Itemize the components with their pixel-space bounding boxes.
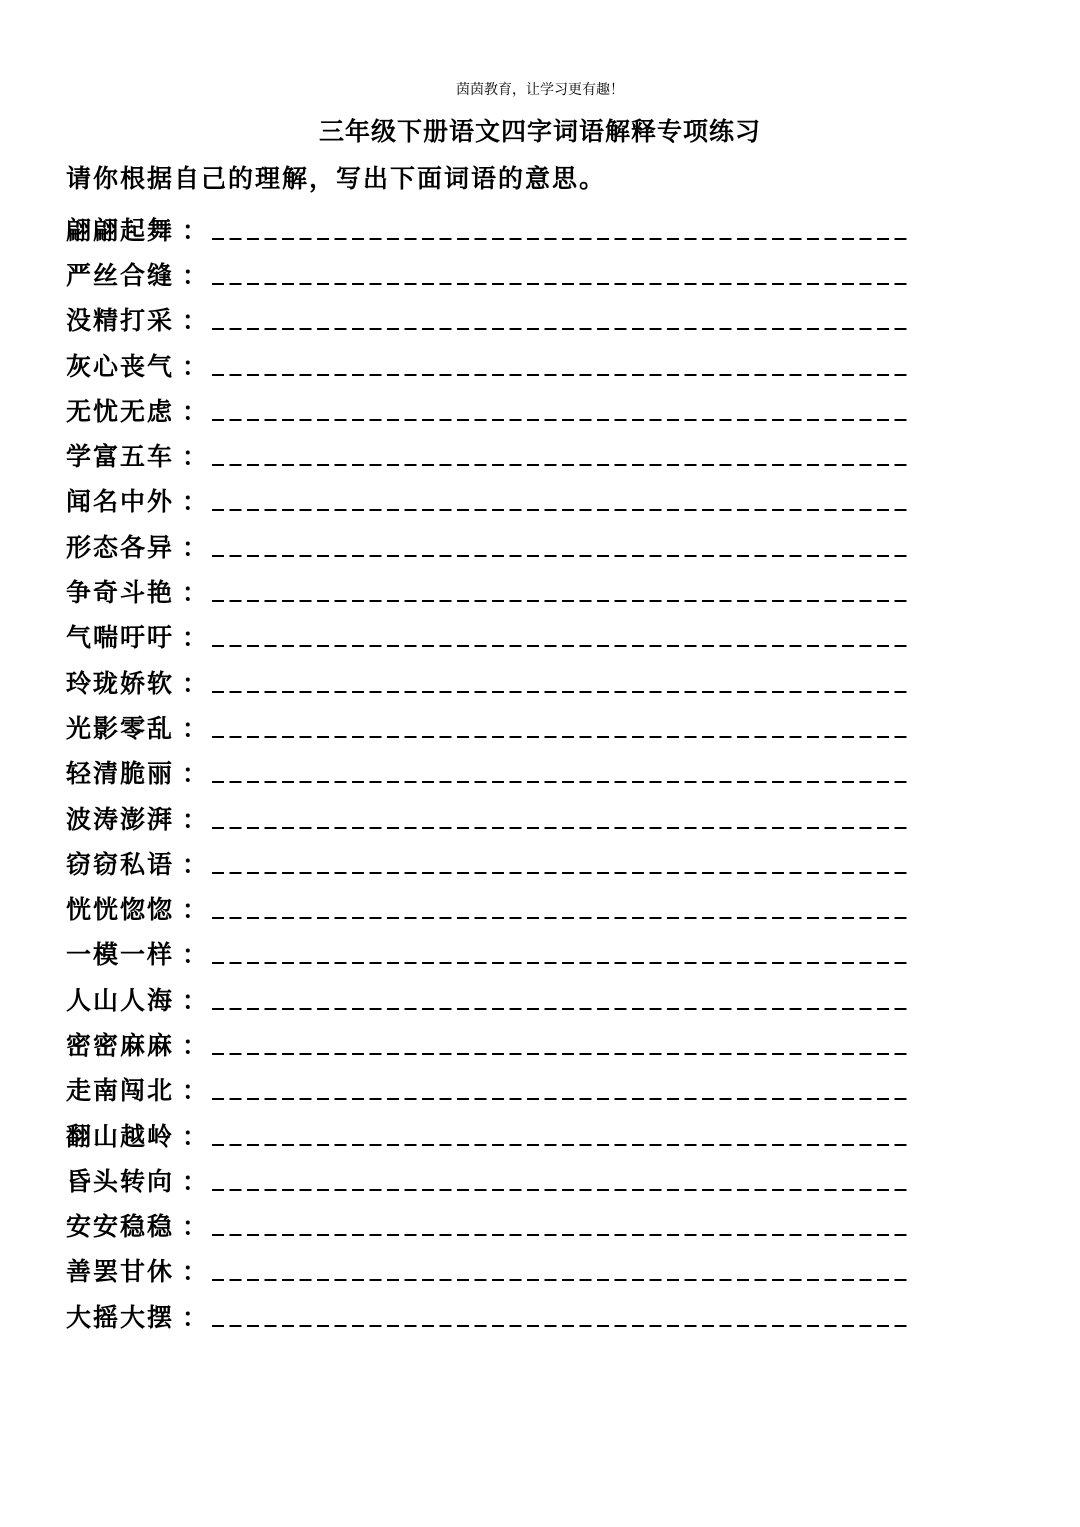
answer-blank[interactable] — [212, 667, 912, 697]
term-label: 光影零乱 — [66, 713, 175, 743]
list-item — [66, 976, 926, 1021]
list-item — [66, 342, 926, 387]
term-colon: ： — [182, 668, 208, 698]
term-label: 翩翩起舞 — [66, 215, 175, 245]
list-item — [66, 1021, 926, 1066]
term-label: 没精打采 — [66, 306, 175, 336]
term-colon: ： — [182, 1302, 208, 1332]
answer-blank[interactable] — [212, 485, 912, 515]
term-colon: ： — [182, 985, 208, 1015]
list-item — [66, 1067, 926, 1112]
list-item — [66, 523, 926, 568]
answer-blank[interactable] — [212, 621, 912, 651]
term-colon: ： — [182, 940, 208, 970]
list-item — [66, 478, 926, 523]
answer-blank[interactable] — [212, 938, 912, 968]
term-label: 气喘吁吁 — [66, 623, 175, 653]
answer-blank[interactable] — [212, 848, 912, 878]
term-label: 一模一样 — [66, 940, 175, 970]
term-colon: ： — [182, 260, 208, 290]
answer-blank[interactable] — [212, 712, 912, 742]
answer-blank[interactable] — [212, 531, 912, 561]
answer-blank[interactable] — [212, 1255, 912, 1285]
answer-blank[interactable] — [212, 1301, 912, 1331]
term-colon: ： — [182, 1121, 208, 1151]
list-item — [66, 704, 926, 749]
term-colon: ： — [182, 487, 208, 517]
term-label: 恍恍惚惚 — [66, 895, 175, 925]
answer-blank[interactable] — [212, 757, 912, 787]
answer-blank[interactable] — [212, 893, 912, 923]
term-label: 严丝合缝 — [66, 260, 175, 290]
term-label: 轻清脆丽 — [66, 759, 175, 789]
term-colon: ： — [182, 1166, 208, 1196]
list-item — [66, 1157, 926, 1202]
term-label: 窃窃私语 — [66, 849, 175, 879]
answer-blank[interactable] — [212, 1120, 912, 1150]
list-item — [66, 750, 926, 795]
term-colon: ： — [182, 623, 208, 653]
term-label: 走南闯北 — [66, 1076, 175, 1106]
term-label: 玲珑娇软 — [66, 668, 175, 698]
term-colon: ： — [182, 1030, 208, 1060]
term-list — [66, 206, 926, 1338]
term-label: 灰心丧气 — [66, 351, 175, 381]
list-item — [66, 206, 926, 251]
list-item — [66, 840, 926, 885]
list-item — [66, 1293, 926, 1338]
term-label: 翻山越岭 — [66, 1121, 175, 1151]
answer-blank[interactable] — [212, 576, 912, 606]
list-item — [66, 432, 926, 477]
answer-blank[interactable] — [212, 214, 912, 244]
list-item — [66, 614, 926, 659]
list-item — [66, 659, 926, 704]
term-label: 无忧无虑 — [66, 396, 175, 426]
term-colon: ： — [182, 442, 208, 472]
list-item — [66, 568, 926, 613]
term-colon: ： — [182, 578, 208, 608]
answer-blank[interactable] — [212, 395, 912, 425]
list-item — [66, 1203, 926, 1248]
term-colon: ： — [182, 849, 208, 879]
term-colon: ： — [182, 1076, 208, 1106]
answer-blank[interactable] — [212, 803, 912, 833]
term-label: 昏头转向 — [66, 1166, 175, 1196]
term-colon: ： — [182, 215, 208, 245]
answer-blank[interactable] — [212, 1074, 912, 1104]
header-slogan: 茵茵教育，让学习更有趣！ — [456, 82, 624, 98]
answer-blank[interactable] — [212, 350, 912, 380]
term-colon: ： — [182, 1212, 208, 1242]
list-item — [66, 387, 926, 432]
list-item — [66, 885, 926, 930]
term-colon: ： — [182, 351, 208, 381]
term-colon: ： — [182, 759, 208, 789]
term-label: 善罢甘休 — [66, 1257, 175, 1287]
term-colon: ： — [182, 306, 208, 336]
list-item — [66, 1112, 926, 1157]
answer-blank[interactable] — [212, 1210, 912, 1240]
list-item — [66, 795, 926, 840]
list-item — [66, 297, 926, 342]
instruction-text: 请你根据自己的理解，写出下面词语的意思。 — [66, 164, 607, 193]
term-label: 形态各异 — [66, 532, 175, 562]
term-label: 密密麻麻 — [66, 1030, 175, 1060]
term-label: 学富五车 — [66, 442, 175, 472]
list-item — [66, 251, 926, 296]
page-title: 三年级下册语文四字词语解释专项练习 — [318, 117, 761, 146]
term-label: 大摇大摆 — [66, 1302, 175, 1332]
answer-blank[interactable] — [212, 440, 912, 470]
list-item — [66, 931, 926, 976]
answer-blank[interactable] — [212, 304, 912, 334]
answer-blank[interactable] — [212, 259, 912, 289]
answer-blank[interactable] — [212, 1029, 912, 1059]
term-label: 人山人海 — [66, 985, 175, 1015]
term-colon: ： — [182, 532, 208, 562]
answer-blank[interactable] — [212, 1165, 912, 1195]
term-colon: ： — [182, 396, 208, 426]
term-label: 争奇斗艳 — [66, 578, 175, 608]
term-label: 安安稳稳 — [66, 1212, 175, 1242]
term-colon: ： — [182, 713, 208, 743]
term-label: 闻名中外 — [66, 487, 175, 517]
term-colon: ： — [182, 1257, 208, 1287]
term-colon: ： — [182, 804, 208, 834]
answer-blank[interactable] — [212, 984, 912, 1014]
list-item — [66, 1248, 926, 1293]
term-colon: ： — [182, 895, 208, 925]
term-label: 波涛澎湃 — [66, 804, 175, 834]
